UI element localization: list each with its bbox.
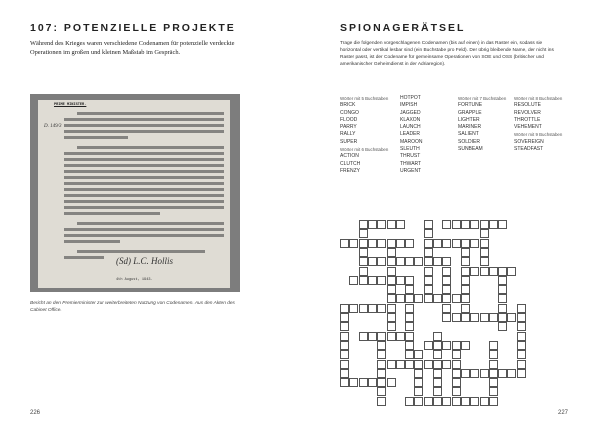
grid-cell[interactable] xyxy=(340,304,349,313)
grid-cell[interactable] xyxy=(433,387,442,396)
grid-cell[interactable] xyxy=(340,341,349,350)
word-list-item: REVOLVER xyxy=(514,109,541,116)
word-list-item: THRUST xyxy=(400,153,421,160)
grid-cell[interactable] xyxy=(377,387,386,396)
grid-cell[interactable] xyxy=(498,313,507,322)
grid-cell[interactable] xyxy=(461,285,470,294)
grid-cell[interactable] xyxy=(387,360,396,369)
grid-cell[interactable] xyxy=(359,276,368,285)
word-list-item: JAGGED xyxy=(400,109,421,116)
grid-cell[interactable] xyxy=(424,239,433,248)
page-number: 227 xyxy=(557,410,568,416)
right-page xyxy=(300,0,600,426)
grid-cell[interactable] xyxy=(387,313,396,322)
grid-cell[interactable] xyxy=(396,257,405,266)
word-group-heading: Wörter mit 7 Buchstaben xyxy=(458,96,507,101)
document-header: PRIME MINISTER. xyxy=(54,103,87,107)
grid-cell[interactable] xyxy=(517,313,526,322)
grid-cell[interactable] xyxy=(480,257,489,266)
grid-cell[interactable] xyxy=(424,229,433,238)
grid-cell[interactable] xyxy=(424,285,433,294)
grid-cell[interactable] xyxy=(433,257,442,266)
grid-cell[interactable] xyxy=(368,332,377,341)
grid-cell[interactable] xyxy=(461,294,470,303)
word-list-item: GRAPPLE xyxy=(458,109,482,116)
word-list-item: SLEUTH xyxy=(400,146,420,153)
grid-cell[interactable] xyxy=(452,369,461,378)
grid-cell[interactable] xyxy=(442,285,451,294)
grid-cell[interactable] xyxy=(396,332,405,341)
word-list-item: RESOLUTE xyxy=(514,102,541,109)
grid-cell[interactable] xyxy=(517,341,526,350)
grid-cell[interactable] xyxy=(442,294,451,303)
grid-cell[interactable] xyxy=(359,257,368,266)
grid-cell[interactable] xyxy=(349,378,358,387)
grid-cell[interactable] xyxy=(517,322,526,331)
grid-cell[interactable] xyxy=(424,341,433,350)
word-list-item: FLOOD xyxy=(340,116,358,123)
document-reference: D. 149/3 xyxy=(44,124,62,129)
grid-cell[interactable] xyxy=(377,350,386,359)
grid-cell[interactable] xyxy=(470,313,479,322)
grid-cell[interactable] xyxy=(452,397,461,406)
grid-cell[interactable] xyxy=(461,220,470,229)
grid-cell[interactable] xyxy=(489,387,498,396)
grid-cell[interactable] xyxy=(359,267,368,276)
grid-cell[interactable] xyxy=(489,220,498,229)
grid-cell[interactable] xyxy=(405,341,414,350)
grid-cell[interactable] xyxy=(480,220,489,229)
word-list-item: SUPER xyxy=(340,138,358,145)
grid-cell[interactable] xyxy=(387,294,396,303)
grid-cell[interactable] xyxy=(387,304,396,313)
word-list-item: VEHEMENT xyxy=(514,124,542,131)
grid-cell[interactable] xyxy=(498,322,507,331)
grid-cell[interactable] xyxy=(359,220,368,229)
grid-cell[interactable] xyxy=(461,341,470,350)
grid-cell[interactable] xyxy=(340,332,349,341)
word-list-item: THROTTLE xyxy=(514,116,541,123)
grid-cell[interactable] xyxy=(452,294,461,303)
word-list-item: LAUNCH xyxy=(400,124,421,131)
grid-cell[interactable] xyxy=(507,313,516,322)
word-list-item: IMPISH xyxy=(400,102,418,109)
grid-cell[interactable] xyxy=(461,369,470,378)
grid-cell[interactable] xyxy=(433,294,442,303)
grid-cell[interactable] xyxy=(340,378,349,387)
word-list-item: SOVEREIGN xyxy=(514,138,544,145)
grid-cell[interactable] xyxy=(480,239,489,248)
grid-cell[interactable] xyxy=(498,220,507,229)
grid-cell[interactable] xyxy=(424,294,433,303)
grid-cell[interactable] xyxy=(377,220,386,229)
grid-cell[interactable] xyxy=(359,304,368,313)
grid-cell[interactable] xyxy=(424,267,433,276)
page-heading: 107: POTENZIELLE PROJEKTE xyxy=(30,22,236,34)
word-list-item: URGENT xyxy=(400,167,422,174)
grid-cell[interactable] xyxy=(470,220,479,229)
grid-cell[interactable] xyxy=(349,276,358,285)
grid-cell[interactable] xyxy=(396,239,405,248)
grid-cell[interactable] xyxy=(377,360,386,369)
grid-cell[interactable] xyxy=(480,248,489,257)
word-list-column xyxy=(340,95,400,175)
word-list-item: RALLY xyxy=(340,131,356,138)
grid-cell[interactable] xyxy=(377,341,386,350)
grid-cell[interactable] xyxy=(433,332,442,341)
grid-cell[interactable] xyxy=(442,304,451,313)
grid-cell[interactable] xyxy=(517,360,526,369)
document-date: 4th August, 1943. xyxy=(116,278,153,282)
word-list-item: FORTUNE xyxy=(458,102,483,109)
grid-cell[interactable] xyxy=(480,369,489,378)
grid-cell[interactable] xyxy=(480,397,489,406)
grid-cell[interactable] xyxy=(359,239,368,248)
grid-cell[interactable] xyxy=(452,387,461,396)
grid-cell[interactable] xyxy=(489,313,498,322)
grid-cell[interactable] xyxy=(368,220,377,229)
word-list-item: FRENZY xyxy=(340,167,360,174)
grid-cell[interactable] xyxy=(442,220,451,229)
grid-cell[interactable] xyxy=(507,369,516,378)
grid-cell[interactable] xyxy=(452,341,461,350)
grid-cell[interactable] xyxy=(377,276,386,285)
grid-cell[interactable] xyxy=(480,313,489,322)
grid-cell[interactable] xyxy=(387,257,396,266)
grid-cell[interactable] xyxy=(349,239,358,248)
page-number: 226 xyxy=(30,410,41,416)
grid-cell[interactable] xyxy=(489,267,498,276)
grid-cell[interactable] xyxy=(405,304,414,313)
document-signature: (Sd) L.C. Hollis xyxy=(116,256,174,266)
grid-cell[interactable] xyxy=(359,378,368,387)
grid-cell[interactable] xyxy=(470,239,479,248)
grid-cell[interactable] xyxy=(498,304,507,313)
grid-cell[interactable] xyxy=(433,239,442,248)
grid-cell[interactable] xyxy=(517,332,526,341)
grid-cell[interactable] xyxy=(340,239,349,248)
word-list-column xyxy=(458,95,518,153)
grid-cell[interactable] xyxy=(498,369,507,378)
grid-cell[interactable] xyxy=(368,239,377,248)
grid-cell[interactable] xyxy=(377,239,386,248)
word-list-item: ACTION xyxy=(340,153,359,160)
grid-cell[interactable] xyxy=(442,360,451,369)
grid-cell[interactable] xyxy=(517,369,526,378)
grid-cell[interactable] xyxy=(387,220,396,229)
grid-cell[interactable] xyxy=(414,360,423,369)
grid-cell[interactable] xyxy=(387,276,396,285)
grid-cell[interactable] xyxy=(442,257,451,266)
grid-cell[interactable] xyxy=(396,276,405,285)
grid-cell[interactable] xyxy=(405,285,414,294)
word-list-item: SUNBEAM xyxy=(458,146,483,153)
grid-cell[interactable] xyxy=(461,239,470,248)
grid-cell[interactable] xyxy=(414,387,423,396)
word-list-item: KLAXON xyxy=(400,116,421,123)
grid-cell[interactable] xyxy=(377,332,386,341)
grid-cell[interactable] xyxy=(424,397,433,406)
grid-cell[interactable] xyxy=(424,248,433,257)
grid-cell[interactable] xyxy=(489,350,498,359)
grid-cell[interactable] xyxy=(414,294,423,303)
word-list-item: CLUTCH xyxy=(340,160,361,167)
word-list-item: LIGHTER xyxy=(458,116,480,123)
grid-cell[interactable] xyxy=(452,350,461,359)
word-list-column xyxy=(400,95,460,175)
grid-cell[interactable] xyxy=(470,397,479,406)
grid-cell[interactable] xyxy=(387,322,396,331)
grid-cell[interactable] xyxy=(489,378,498,387)
grid-cell[interactable] xyxy=(387,285,396,294)
word-list-item: MAROON xyxy=(400,138,423,145)
grid-cell[interactable] xyxy=(517,304,526,313)
grid-cell[interactable] xyxy=(340,350,349,359)
grid-cell[interactable] xyxy=(414,397,423,406)
word-group-heading: Wörter mit 9 Buchstaben xyxy=(514,132,563,138)
grid-cell[interactable] xyxy=(433,341,442,350)
puzzle-instructions: Trage die folgenden vorgeschlagenen Codenamen (bis auf einen) in das Raster ein, sodass sie horizontal oder vertikal lesbar sind (ein Buchstabe pro Feld). Der übrig bleibende Name, der nicht ins Raster passt, ist der Codename für gemeinsame Operationen von SOE und OSS (britischer und amerikanischer Geheimdienst in der Adriaregion). xyxy=(340,41,554,67)
grid-cell[interactable] xyxy=(470,369,479,378)
grid-cell[interactable] xyxy=(405,239,414,248)
grid-cell[interactable] xyxy=(387,378,396,387)
word-list-item: SOLDIER xyxy=(458,138,480,145)
grid-cell[interactable] xyxy=(340,369,349,378)
document-photo xyxy=(30,94,240,292)
grid-cell[interactable] xyxy=(396,294,405,303)
word-list-item: SALIENT xyxy=(458,131,479,138)
grid-cell[interactable] xyxy=(489,397,498,406)
grid-cell[interactable] xyxy=(489,369,498,378)
grid-cell[interactable] xyxy=(461,313,470,322)
grid-cell[interactable] xyxy=(442,397,451,406)
word-list-item: HOTPOT xyxy=(400,95,421,101)
grid-cell[interactable] xyxy=(498,285,507,294)
grid-cell[interactable] xyxy=(414,257,423,266)
grid-cell[interactable] xyxy=(480,267,489,276)
grid-cell[interactable] xyxy=(433,360,442,369)
grid-cell[interactable] xyxy=(387,267,396,276)
word-list-item: CONGO xyxy=(340,109,359,116)
grid-cell[interactable] xyxy=(414,350,423,359)
grid-cell[interactable] xyxy=(461,397,470,406)
grid-cell[interactable] xyxy=(452,239,461,248)
grid-cell[interactable] xyxy=(414,378,423,387)
grid-cell[interactable] xyxy=(433,350,442,359)
word-list-item: LEADER xyxy=(400,131,421,138)
grid-cell[interactable] xyxy=(405,360,414,369)
grid-cell[interactable] xyxy=(359,332,368,341)
grid-cell[interactable] xyxy=(489,360,498,369)
grid-cell[interactable] xyxy=(340,322,349,331)
grid-cell[interactable] xyxy=(377,304,386,313)
grid-cell[interactable] xyxy=(461,276,470,285)
grid-cell[interactable] xyxy=(498,294,507,303)
grid-cell[interactable] xyxy=(442,313,451,322)
word-list-item: THWART xyxy=(400,160,422,167)
grid-cell[interactable] xyxy=(340,360,349,369)
grid-cell[interactable] xyxy=(396,220,405,229)
grid-cell[interactable] xyxy=(414,369,423,378)
crossword-grid xyxy=(340,220,540,418)
grid-cell[interactable] xyxy=(452,378,461,387)
grid-cell[interactable] xyxy=(433,397,442,406)
grid-cell[interactable] xyxy=(405,276,414,285)
grid-cell[interactable] xyxy=(424,360,433,369)
word-list-item: MARINER xyxy=(458,124,482,131)
grid-cell[interactable] xyxy=(461,257,470,266)
grid-cell[interactable] xyxy=(377,378,386,387)
grid-cell[interactable] xyxy=(517,350,526,359)
grid-cell[interactable] xyxy=(452,220,461,229)
word-list-item: BRICK xyxy=(340,102,356,109)
grid-cell[interactable] xyxy=(405,322,414,331)
grid-cell[interactable] xyxy=(452,313,461,322)
grid-cell[interactable] xyxy=(424,257,433,266)
grid-cell[interactable] xyxy=(405,257,414,266)
grid-cell[interactable] xyxy=(377,397,386,406)
word-list-item: PARRY xyxy=(340,124,357,131)
word-group-heading: Wörter mit 8 Buchstaben xyxy=(514,96,563,101)
word-group-heading: Wörter mit 5 Buchstaben xyxy=(340,96,389,101)
word-list-column xyxy=(514,95,574,153)
intro-text: Während des Krieges waren verschiedene Codenamen für potenzielle verdeckte Operationen im großen und kleinen Maßstab im Gespräch. xyxy=(30,40,235,56)
grid-cell[interactable] xyxy=(368,276,377,285)
grid-cell[interactable] xyxy=(368,378,377,387)
grid-cell[interactable] xyxy=(405,294,414,303)
grid-cell[interactable] xyxy=(452,360,461,369)
grid-cell[interactable] xyxy=(377,257,386,266)
grid-cell[interactable] xyxy=(433,378,442,387)
grid-cell[interactable] xyxy=(489,341,498,350)
grid-cell[interactable] xyxy=(387,332,396,341)
grid-cell[interactable] xyxy=(377,369,386,378)
grid-cell[interactable] xyxy=(442,239,451,248)
grid-cell[interactable] xyxy=(461,248,470,257)
grid-cell[interactable] xyxy=(498,267,507,276)
document-typewritten-text xyxy=(64,112,224,262)
word-list-item: STEADFAST xyxy=(514,146,544,153)
grid-cell[interactable] xyxy=(433,369,442,378)
grid-cell[interactable] xyxy=(387,248,396,257)
grid-cell[interactable] xyxy=(349,304,358,313)
grid-cell[interactable] xyxy=(368,257,377,266)
grid-cell[interactable] xyxy=(405,313,414,322)
grid-cell[interactable] xyxy=(424,220,433,229)
grid-cell[interactable] xyxy=(442,276,451,285)
grid-cell[interactable] xyxy=(368,304,377,313)
grid-cell[interactable] xyxy=(498,276,507,285)
document-paper xyxy=(38,100,230,288)
grid-cell[interactable] xyxy=(405,350,414,359)
photo-caption: Bericht an den Premierminister zur weiterbreiteten Nutzung von Codenamen. Aus den Akten des Cabinet Office. xyxy=(30,301,235,313)
grid-cell[interactable] xyxy=(387,239,396,248)
grid-cell[interactable] xyxy=(396,360,405,369)
grid-cell[interactable] xyxy=(507,267,516,276)
grid-cell[interactable] xyxy=(461,304,470,313)
grid-cell[interactable] xyxy=(359,229,368,238)
word-group-heading: Wörter mit 6 Buchstaben xyxy=(340,147,389,153)
grid-cell[interactable] xyxy=(470,267,479,276)
grid-cell[interactable] xyxy=(359,248,368,257)
grid-cell[interactable] xyxy=(442,341,451,350)
grid-cell[interactable] xyxy=(480,229,489,238)
grid-cell[interactable] xyxy=(461,267,470,276)
grid-cell[interactable] xyxy=(405,332,414,341)
grid-cell[interactable] xyxy=(442,267,451,276)
grid-cell[interactable] xyxy=(405,397,414,406)
page-heading: SPIONAGERÄTSEL xyxy=(340,22,466,34)
grid-cell[interactable] xyxy=(340,313,349,322)
grid-cell[interactable] xyxy=(424,276,433,285)
